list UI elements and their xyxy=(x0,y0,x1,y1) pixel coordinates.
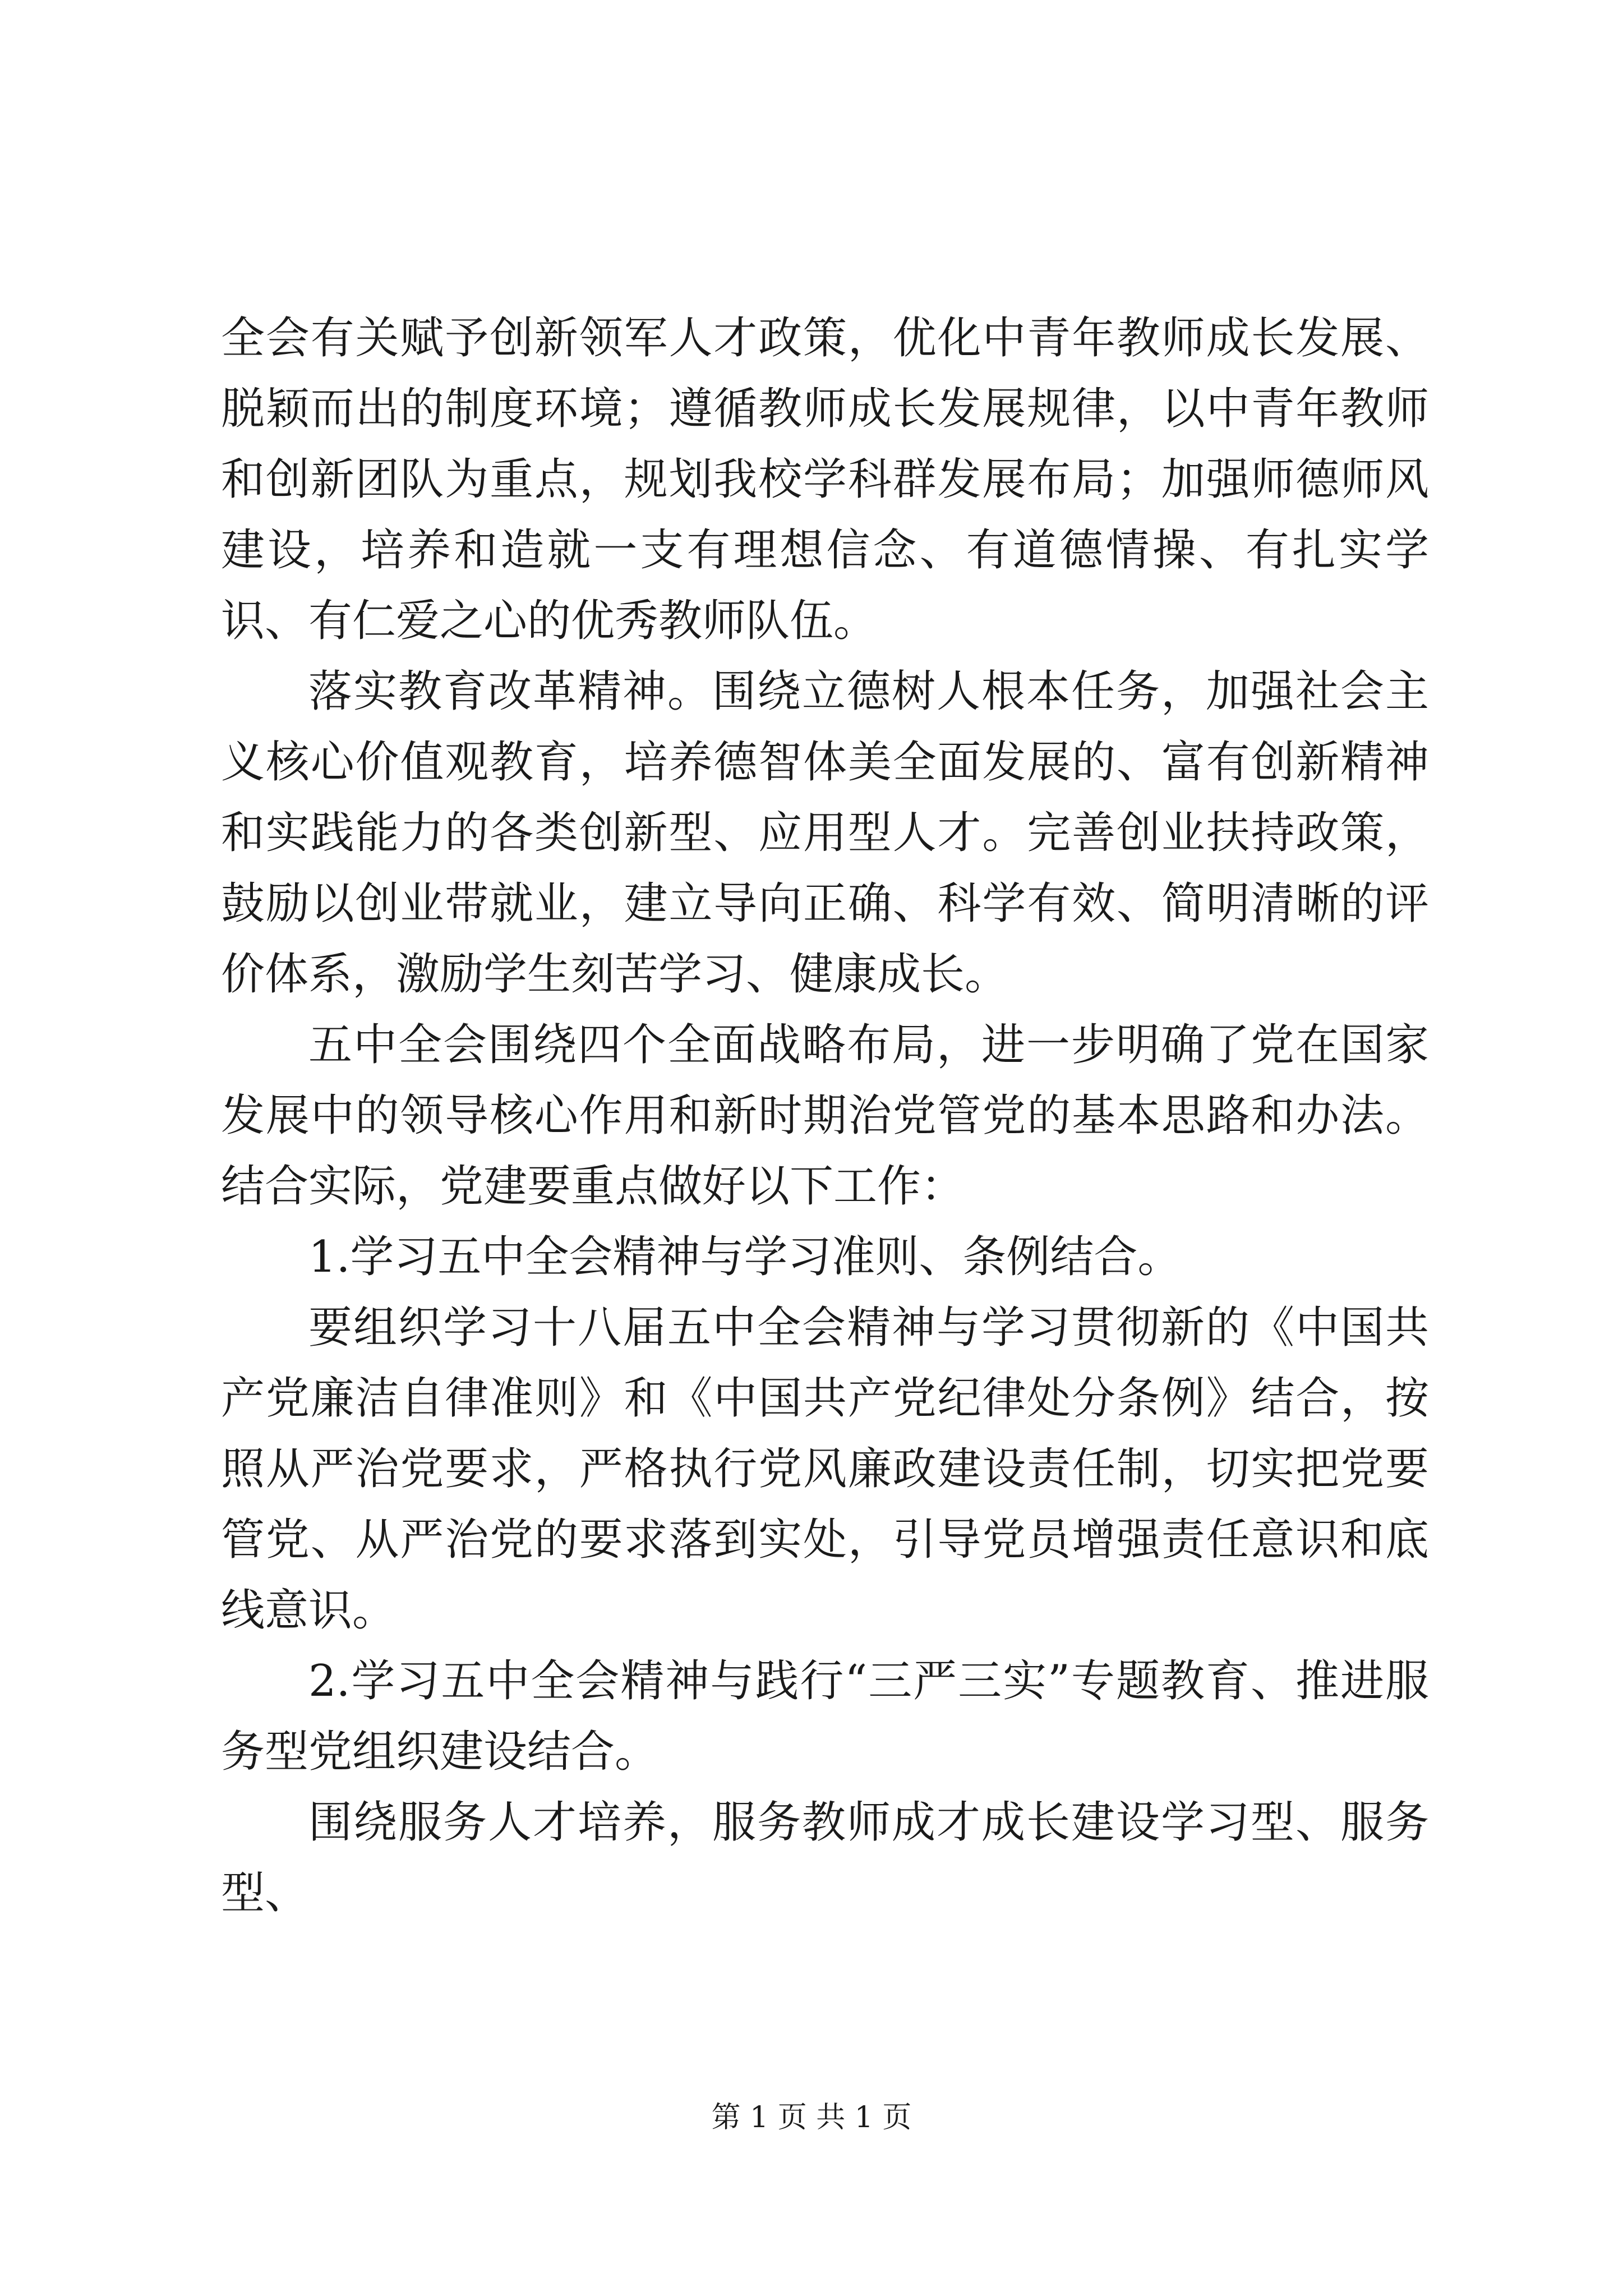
paragraph-1: 全会有关赋予创新领军人才政策，优化中青年教师成长发展、脱颖而出的制度环境；遵循教师成长发展规律，以中青年教师和创新团队为重点，规划我校学科群发展布局；加强师德师风建设，培养和造就一支有理想信念、有道德情操、有扎实学识、有仁爱之心的优秀教师队伍。 xyxy=(221,313,1429,646)
paragraph-5: 围绕服务人才培养，服务教师成才成长建设学习型、服务型、 xyxy=(221,1797,1429,1918)
page-number-footer: 第 1 页 共 1 页 xyxy=(711,2101,912,2134)
list-item-heading-1: 1.学习五中全会精神与学习准则、条例结合。 xyxy=(308,1232,1182,1282)
document-body xyxy=(221,303,1429,1929)
paragraph-3: 五中全会围绕四个全面战略布局，进一步明确了党在国家发展中的领导核心作用和新时期治党管党的基本思路和办法。结合实际，党建要重点做好以下工作： xyxy=(221,1020,1429,1212)
paragraph-2: 落实教育改革精神。围绕立德树人根本任务，加强社会主义核心价值观教育，培养德智体美全面发展的、富有创新精神和实践能力的各类创新型、应用型人才。完善创业扶持政策，鼓励以创业带就业，建立导向正确、科学有效、简明清晰的评价体系，激励学生刻苦学习、健康成长。 xyxy=(221,666,1429,1000)
paragraph-4: 要组织学习十八届五中全会精神与学习贯彻新的《中国共产党廉洁自律准则》和《中国共产党纪律处分条例》结合，按照从严治党要求，严格执行党风廉政建设责任制，切实把党要管党、从严治党的要求落到实处，引导党员增强责任意识和底线意识。 xyxy=(221,1303,1429,1636)
list-item-heading-2: 2.学习五中全会精神与践行“三严三实”专题教育、推进服务型党组织建设结合。 xyxy=(221,1656,1429,1777)
